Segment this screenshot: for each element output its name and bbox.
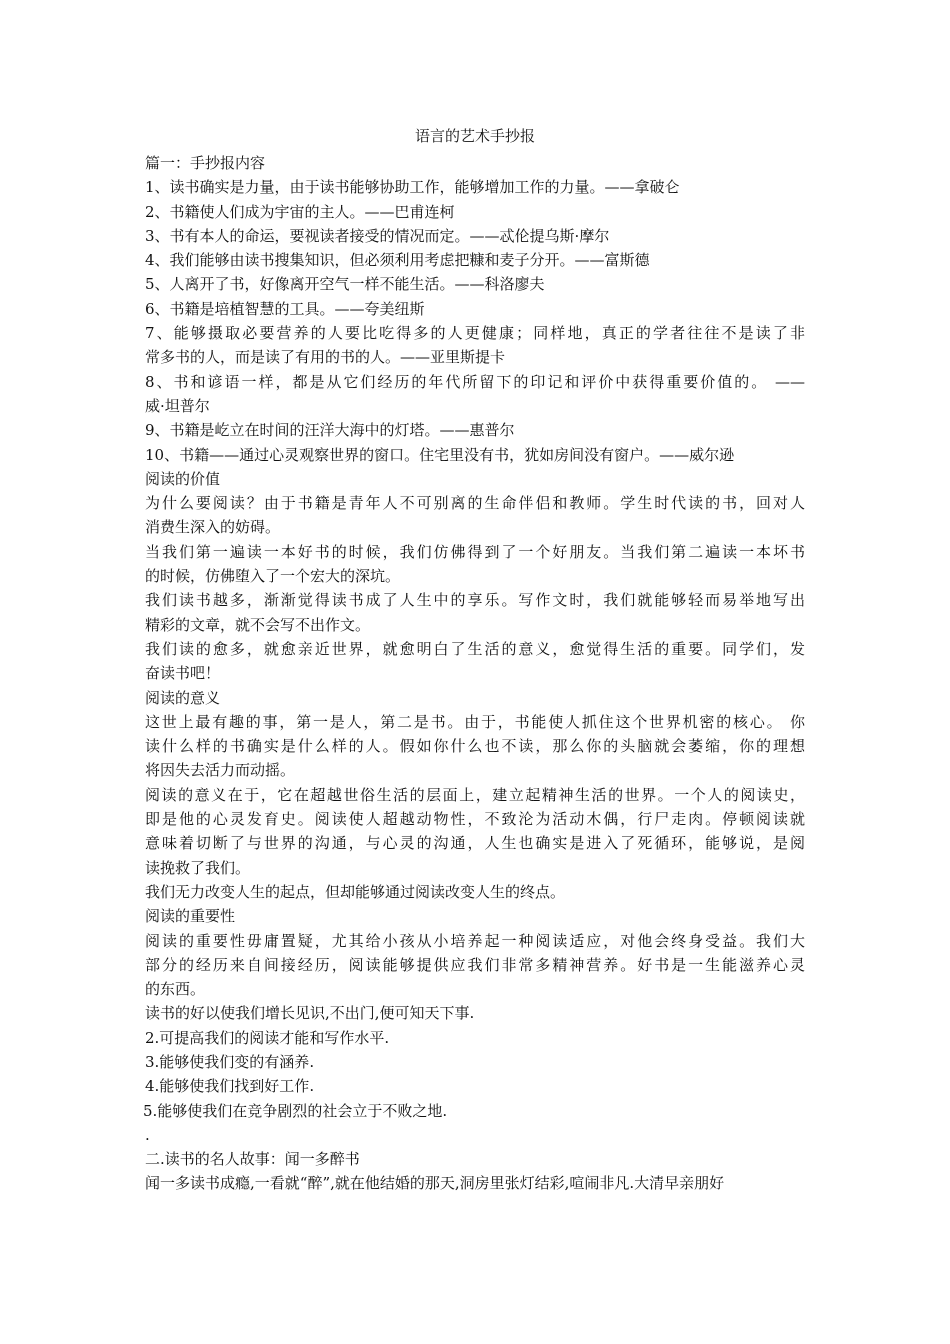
text-line: 即是他的心灵发育史。阅读使人超越动物性，不致沦为活动木偶，行尸走肉。停顿阅读就: [145, 810, 805, 829]
text-line: 我们读的愈多，就愈亲近世界，就愈明白了生活的意义，愈觉得生活的重要。同学们，发: [145, 639, 805, 658]
text-line: 读挽救了我们。: [145, 858, 251, 877]
text-line: 部分的经历来自间接经历，阅读能够提供应我们非常多精神营养。好书是一生能滋养心灵: [145, 955, 805, 974]
text-line: .: [145, 1125, 150, 1144]
text-line: 闻一多读书成瘾,一看就“醉”,就在他结婚的那天,洞房里张灯结彩,喧闹非凡.大清早亲朋好: [145, 1174, 725, 1193]
text-line: 7、能够摄取必要营养的人要比吃得多的人更健康；同样地，真正的学者往往不是读了非: [145, 324, 805, 343]
text-line: 9、书籍是屹立在时间的汪洋大海中的灯塔。——惠普尔: [145, 421, 515, 440]
text-line: 二.读书的名人故事：闻一多醉书: [145, 1150, 360, 1169]
text-line: 篇一：手抄报内容: [145, 154, 266, 172]
text-line: 这世上最有趣的事，第一是人，第二是书。由于，书能使人抓住这个世界机密的核心。 你: [145, 712, 805, 731]
text-line: 2、书籍使人们成为宇宙的主人。——巴甫连柯: [145, 202, 455, 221]
text-line: 威·坦普尔: [145, 396, 210, 415]
text-line: 阅读的重要性: [145, 907, 236, 926]
text-line: 我们无力改变人生的起点，但却能够通过阅读改变人生的终点。: [145, 882, 566, 901]
text-line: 常多书的人，而是读了有用的书的人。——亚里斯提卡: [145, 348, 506, 367]
text-line: 5.能够使我们在竞争剧烈的社会立于不败之地.: [143, 1101, 448, 1120]
text-line: 4、我们能够由读书搜集知识，但必须利用考虑把糠和麦子分开。——富斯德: [145, 251, 650, 270]
page-title: 语言的艺术手抄报: [414, 127, 535, 145]
text-line: 当我们第一遍读一本好书的时候，我们仿佛得到了一个好朋友。当我们第二遍读一本坏书: [145, 542, 805, 561]
text-line: 6、书籍是培植智慧的工具。——夸美纽斯: [145, 299, 425, 318]
text-line: 8、书和谚语一样，都是从它们经历的年代所留下的印记和评价中获得重要价值的。 ——: [145, 372, 805, 391]
text-line: 5、人离开了书，好像离开空气一样不能生活。——科洛廖夫: [145, 275, 545, 294]
text-line: 意味着切断了与世界的沟通，与心灵的沟通，人生也确实是进入了死循环，能够说，是阅: [145, 834, 805, 853]
text-line: 4.能够使我们找到好工作.: [145, 1077, 315, 1096]
text-line: 消费生深入的妨碍。: [145, 518, 281, 537]
text-line: 的时候，仿佛堕入了一个宏大的深坑。: [145, 567, 401, 586]
text-line: 2.可提高我们的阅读才能和写作水平.: [145, 1028, 390, 1047]
text-line: 读什么样的书确实是什么样的人。假如你什么也不读，那么你的头脑就会萎缩，你的理想: [145, 737, 805, 756]
text-line: 奋读书吧！: [145, 664, 221, 683]
text-line: 1、读书确实是力量，由于读书能够协助工作，能够增加工作的力量。——拿破仑: [145, 178, 680, 197]
text-line: 阅读的价值: [145, 469, 221, 488]
text-line: 10、书籍——通过心灵观察世界的窗口。住宅里没有书，犹如房间没有窗户。——威尔逊: [145, 445, 735, 464]
text-line: 阅读的重要性毋庸置疑，尤其给小孩从小培养起一种阅读适应，对他会终身受益。我们大: [145, 931, 805, 950]
text-line: 精彩的文章，就不会写不出作文。: [145, 615, 371, 634]
text-line: 为什么要阅读？由于书籍是青年人不可别离的生命伴侣和教师。学生时代读的书，回对人: [145, 494, 805, 513]
text-line: 3.能够使我们变的有涵养.: [145, 1052, 315, 1071]
text-line: 读书的好以使我们增长见识,不出门,便可知天下事.: [145, 1004, 475, 1023]
text-line: 我们读书越多，渐渐觉得读书成了人生中的享乐。写作文时，我们就能够轻而易举地写出: [145, 591, 805, 610]
text-line: 将因失去活力而动摇。: [145, 761, 296, 780]
text-line: 的东西。: [145, 980, 206, 999]
text-line: 3、书有本人的命运，要视读者接受的情况而定。——忒伦提乌斯·摩尔: [145, 226, 610, 245]
document-body: [145, 151, 805, 1196]
text-line: 阅读的意义: [145, 688, 221, 707]
text-line: 阅读的意义在于，它在超越世俗生活的层面上，建立起精神生活的世界。一个人的阅读史，: [145, 785, 805, 804]
